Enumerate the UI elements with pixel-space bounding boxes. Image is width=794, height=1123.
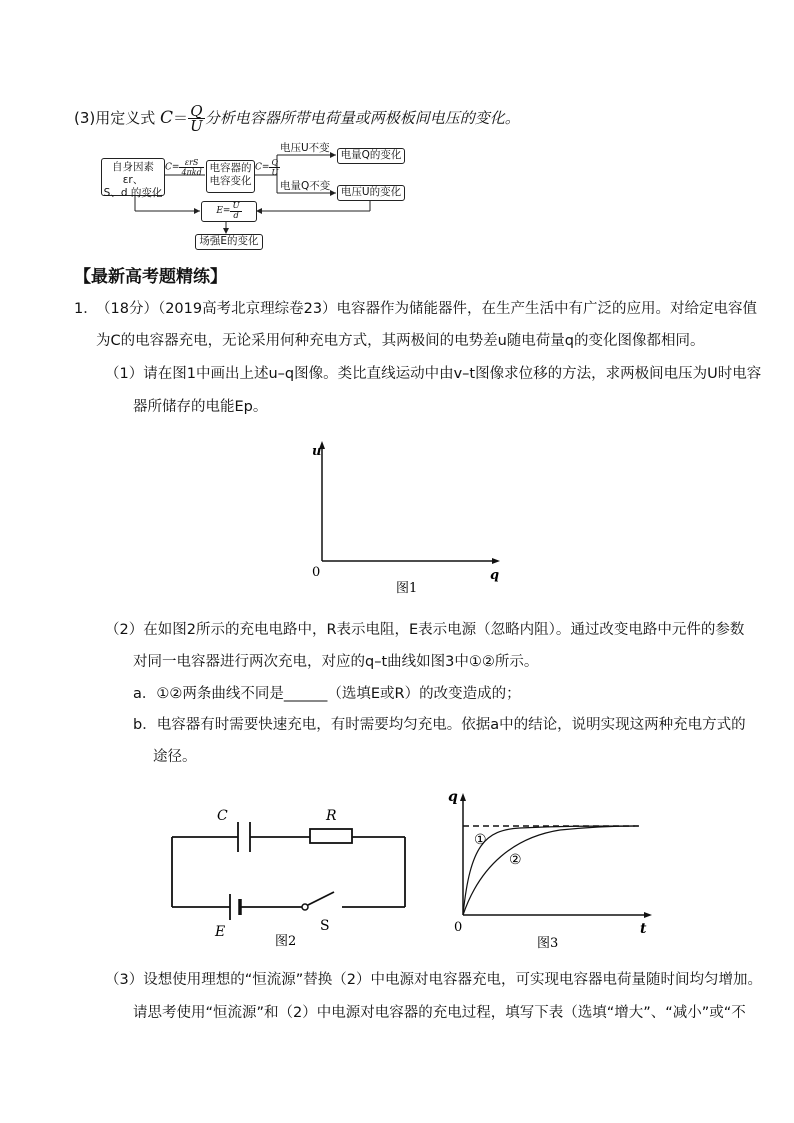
flow-formula1 xyxy=(165,158,204,177)
flow-formula3-num: U xyxy=(232,201,240,211)
figure2-src-label: E xyxy=(215,924,226,940)
q1-part1-line1: （1）请在图1中画出上述u–q图像。类比直线运动中由v–t图像求位移的方法，求两极间电压为U时电容 xyxy=(105,366,762,382)
flow-formula1-num: εrS xyxy=(179,158,203,168)
flow-box-voltage-label: 电压U的变化 xyxy=(340,186,402,198)
flow-box-factors-line2: S、d 的变化 xyxy=(103,187,163,199)
q1-part2-b-line2: 途径。 xyxy=(153,749,197,765)
flow-branch-top: 电压U不变 xyxy=(280,142,330,154)
flow-formula3-lhs: E= xyxy=(216,206,231,216)
q1-part3-line2: 请思考使用“恒流源”和（2）中电源对电容器的充电过程，填写下表（选填“增大”、“减小”或“不 xyxy=(133,1005,746,1021)
flow-box-voltage xyxy=(337,185,405,201)
intro-frac-num: Q xyxy=(188,104,205,119)
figure3-curve-2-label: ② xyxy=(509,852,522,868)
q1-part3-line1: （3）设想使用理想的“恒流源”替换（2）中电源对电容器充电，可实现电容器电荷量随时间均匀增加。 xyxy=(105,972,762,988)
flow-box-capacitor-line1: 电容器的 xyxy=(209,162,252,174)
figure3-curve-1-label: ① xyxy=(474,832,487,848)
figure3-caption: 图3 xyxy=(537,936,559,950)
flow-formula2-num: Q xyxy=(269,158,280,168)
flow-box-field-label: 场强E的变化 xyxy=(199,235,259,247)
flow-formula3-frac xyxy=(230,202,241,221)
figure3-curve-2 xyxy=(463,826,638,915)
q1-part2-a: a．①②两条曲线不同是______（选填E或R）的改变造成的； xyxy=(133,686,521,702)
intro-lhs: C xyxy=(160,108,174,128)
figure3-y-label: q xyxy=(448,789,458,805)
figure3-curve-1 xyxy=(463,826,635,915)
flow-formula2-frac xyxy=(269,158,280,177)
intro-eq: ＝ xyxy=(173,109,189,127)
q1-line2: 为C的电容器充电，无论采用何种充电方式，其两极间的电势差u随电荷量q的变化图像都相同。 xyxy=(96,333,705,349)
figure1-caption: 图1 xyxy=(396,581,418,596)
flow-box-charge-label: 电量Q的变化 xyxy=(340,149,402,161)
flow-box-charge xyxy=(337,148,405,164)
figure2-cap-label: C xyxy=(217,808,228,824)
q1-part2-line1: （2）在如图2所示的充电电路中，R表示电阻，E表示电源（忽略内阻）。通过改变电路中元件的参数 xyxy=(105,622,745,638)
flow-box-field xyxy=(195,234,263,250)
figure1-x-label: q xyxy=(490,568,500,583)
q1-part1-line2: 器所储存的电能Ep。 xyxy=(133,399,268,415)
flow-box-factors-line1: 自身因素εr、 xyxy=(112,161,154,186)
figure2-circuit xyxy=(160,800,420,950)
flow-formula2-den: U xyxy=(271,168,279,177)
flow-formula1-lhs: C= xyxy=(165,162,180,173)
q1-part2-line2: 对同一电容器进行两次充电，对应的q–t曲线如图3中①②所示。 xyxy=(133,654,539,670)
intro-prefix: (3)用定义式 xyxy=(74,109,161,127)
flow-box-capacitor-line2: 电容变化 xyxy=(209,175,252,187)
figure3-origin: 0 xyxy=(454,920,463,935)
intro-frac-den: U xyxy=(190,117,203,135)
figure3-plot xyxy=(440,785,660,950)
flow-formula2-lhs: C= xyxy=(255,162,270,173)
q1-line1: （18分）（2019高考北京理综卷23）电容器作为储能器件，在生产生活中有广泛的应用。对给定电容值 xyxy=(96,301,758,317)
figure2-switch-label: S xyxy=(320,918,330,934)
intro-suffix: 分析电容器所带电荷量或两极板间电压的变化。 xyxy=(204,109,520,127)
q1-part2-b-line1: b．电容器有时需要快速充电，有时需要均匀充电。依据a中的结论，说明实现这两种充电方式的 xyxy=(133,717,746,733)
section-title: 【最新高考题精练】 xyxy=(74,267,227,287)
figure2-caption: 图2 xyxy=(275,934,297,949)
flow-formula3-den: d xyxy=(233,211,239,221)
flow-connectors xyxy=(0,0,794,260)
flow-box-factors xyxy=(101,158,165,199)
flow-box-capacitor xyxy=(206,160,255,193)
flow-formula1-frac xyxy=(179,158,203,177)
flow-formula2 xyxy=(255,158,280,177)
q1-number: 1． xyxy=(74,301,98,317)
figure3-x-label: t xyxy=(640,921,647,937)
flow-formula1-den: 4πkd xyxy=(181,168,202,177)
figure1-origin: 0 xyxy=(312,565,321,580)
figure2-res-label: R xyxy=(326,808,337,824)
figure1-axes xyxy=(290,435,520,605)
flow-branch-bottom: 电量Q不变 xyxy=(280,180,331,192)
figure1-y-label: u xyxy=(312,444,322,459)
flow-box-formula3 xyxy=(201,201,257,222)
